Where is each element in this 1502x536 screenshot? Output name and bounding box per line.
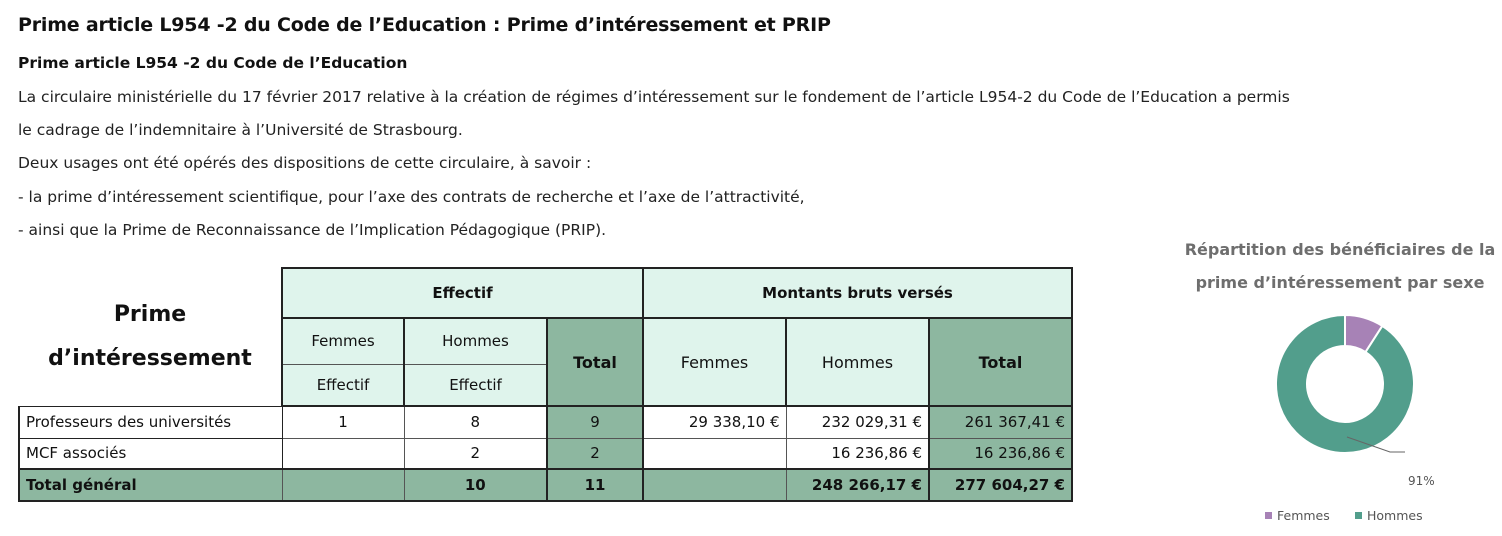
row-header-line2: d’intéressement xyxy=(48,345,252,371)
row-label: Professeurs des universités xyxy=(19,406,282,438)
legend-item-femmes xyxy=(1265,508,1330,523)
legend-item-hommes xyxy=(1355,508,1423,523)
legend-label-femmes: Femmes xyxy=(1277,508,1330,523)
cell-eff-total: 9 xyxy=(547,406,643,438)
cell-eff-total: 2 xyxy=(547,438,643,469)
cell-mont-femmes: 29 338,10 € xyxy=(643,406,786,438)
cell-eff-hommes: 8 xyxy=(404,406,547,438)
total-mont-femmes xyxy=(643,469,786,501)
total-label: Total général xyxy=(19,469,282,501)
table-row xyxy=(19,406,1072,438)
paragraph-line: Deux usages ont été opérés des dispositions de cette circulaire, à savoir : xyxy=(18,154,592,172)
row-label: MCF associés xyxy=(19,438,282,469)
chart-title-line1: Répartition des bénéficiaires de la xyxy=(1184,240,1496,259)
col-header-hommes: Hommes xyxy=(404,318,547,364)
paragraph-line: - la prime d’intéressement scientifique, pour l’axe des contrats de recherche et l’axe de l’attractivité, xyxy=(18,188,805,206)
group-header-effectif: Effectif xyxy=(282,268,643,318)
paragraph-line: - ainsi que la Prime de Reconnaissance de l’Implication Pédagogique (PRIP). xyxy=(18,221,607,239)
prime-table xyxy=(18,267,1073,502)
chart-title-line2: prime d’intéressement par sexe xyxy=(1195,273,1485,292)
col-header-montant-femmes: Femmes xyxy=(643,318,786,406)
legend-label-hommes: Hommes xyxy=(1367,508,1423,523)
legend-swatch-hommes xyxy=(1355,512,1362,519)
row-header-cell xyxy=(19,268,282,406)
row-header-line1: Prime xyxy=(113,301,187,327)
cell-mont-total: 261 367,41 € xyxy=(929,406,1072,438)
col-header-total: Total xyxy=(547,318,643,406)
subheader-effectif-hommes: Effectif xyxy=(404,364,547,406)
section-subtitle: Prime article L954 -2 du Code de l’Education xyxy=(18,54,408,72)
cell-eff-femmes: 1 xyxy=(282,406,404,438)
total-mont-hommes: 248 266,17 € xyxy=(786,469,929,501)
cell-mont-femmes xyxy=(643,438,786,469)
total-eff-total: 11 xyxy=(547,469,643,501)
slice-femmes xyxy=(1345,315,1382,352)
page-title: Prime article L954 -2 du Code de l’Education : Prime d’intéressement et PRIP xyxy=(18,14,831,36)
slice-hommes xyxy=(1276,315,1414,453)
total-eff-femmes xyxy=(282,469,404,501)
table-total-row xyxy=(19,469,1072,501)
total-eff-hommes: 10 xyxy=(404,469,547,501)
col-header-montant-hommes: Hommes xyxy=(786,318,929,406)
col-header-femmes: Femmes xyxy=(282,318,404,364)
cell-mont-total: 16 236,86 € xyxy=(929,438,1072,469)
group-header-montants: Montants bruts versés xyxy=(643,268,1072,318)
table-row xyxy=(19,438,1072,469)
cell-mont-hommes: 232 029,31 € xyxy=(786,406,929,438)
subheader-effectif-femmes: Effectif xyxy=(282,364,404,406)
data-label-leader-line xyxy=(1347,437,1405,452)
cell-mont-hommes: 16 236,86 € xyxy=(786,438,929,469)
cell-eff-femmes xyxy=(282,438,404,469)
col-header-montant-total: Total xyxy=(929,318,1072,406)
legend-swatch-femmes xyxy=(1265,512,1272,519)
data-label-hommes: 91% xyxy=(1408,474,1435,488)
paragraph-line: La circulaire ministérielle du 17 février 2017 relative à la création de régimes d’intéressement sur le fondement de l’article L954-2 du Code de l’Education a permis xyxy=(18,88,1290,106)
cell-eff-hommes: 2 xyxy=(404,438,547,469)
paragraph-line: le cadrage de l’indemnitaire à l’Université de Strasbourg. xyxy=(18,121,463,139)
total-mont-total: 277 604,27 € xyxy=(929,469,1072,501)
